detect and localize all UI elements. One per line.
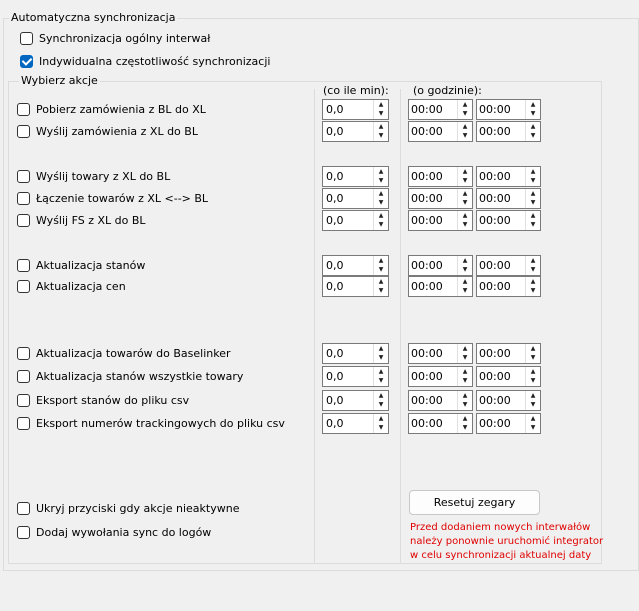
stepper-buttons (373, 167, 388, 186)
stepper-buttons (457, 391, 472, 410)
stepper-buttons (525, 414, 540, 433)
time-from-value[interactable]: 00:00 (411, 214, 443, 227)
stepper-buttons (457, 211, 472, 230)
time-from-value[interactable]: 00:00 (411, 170, 443, 183)
stepper-buttons (373, 122, 388, 141)
chevron-down-icon[interactable]: ▼ (462, 377, 468, 385)
action-checkbox[interactable] (17, 125, 30, 138)
individual-frequency-option[interactable] (20, 55, 270, 68)
time-from-value[interactable]: 00:00 (411, 192, 443, 205)
time-to-value[interactable]: 00:00 (479, 347, 511, 360)
chevron-up-icon[interactable]: ▲ (462, 122, 468, 130)
chevron-down-icon[interactable]: ▼ (462, 354, 468, 362)
chevron-up-icon[interactable]: ▲ (530, 122, 536, 130)
interval-value[interactable]: 0,0 (326, 347, 344, 360)
chevron-up-icon[interactable]: ▲ (530, 414, 536, 422)
chevron-down-icon[interactable]: ▼ (530, 401, 536, 409)
time-to-value[interactable]: 00:00 (479, 259, 511, 272)
log-calls-checkbox[interactable] (17, 526, 30, 539)
chevron-up-icon[interactable]: ▲ (378, 277, 384, 285)
stepper-buttons (373, 189, 388, 208)
chevron-down-icon[interactable]: ▼ (530, 132, 536, 140)
time-from-value[interactable]: 00:00 (411, 259, 443, 272)
time-to-field[interactable] (476, 413, 541, 434)
interval-value[interactable]: 0,0 (326, 170, 344, 183)
chevron-down-icon[interactable]: ▼ (530, 354, 536, 362)
chevron-down-icon[interactable]: ▼ (378, 132, 384, 140)
time-from-value[interactable]: 00:00 (411, 280, 443, 293)
time-from-field[interactable] (408, 390, 473, 411)
action-label: Aktualizacja towarów do Baselinker (36, 347, 231, 360)
action-label: Wyślij towary z XL do BL (36, 170, 171, 183)
chevron-down-icon[interactable]: ▼ (378, 110, 384, 118)
time-to-value[interactable]: 00:00 (479, 417, 511, 430)
action-label: Aktualizacja cen (36, 280, 126, 293)
stepper-buttons (457, 344, 472, 363)
action-label: Wyślij zamówienia z XL do BL (36, 125, 198, 138)
chevron-down-icon[interactable]: ▼ (462, 401, 468, 409)
interval-value[interactable]: 0,0 (326, 192, 344, 205)
action-label: Eksport stanów do pliku csv (36, 394, 190, 407)
time-from-field[interactable] (408, 413, 473, 434)
chevron-down-icon[interactable]: ▼ (530, 424, 536, 432)
action-checkbox[interactable] (17, 103, 30, 116)
action-checkbox[interactable] (17, 170, 30, 183)
stepper-buttons (373, 414, 388, 433)
interval-value[interactable]: 0,0 (326, 370, 344, 383)
time-to-value[interactable]: 00:00 (479, 192, 511, 205)
chevron-up-icon[interactable]: ▲ (378, 367, 384, 375)
chevron-down-icon[interactable]: ▼ (462, 177, 468, 185)
interval-column-header: (co ile min): (323, 84, 389, 97)
chevron-down-icon[interactable]: ▼ (530, 221, 536, 229)
time-from-field[interactable] (408, 166, 473, 187)
chevron-up-icon[interactable]: ▲ (378, 344, 384, 352)
interval-stepper[interactable] (322, 390, 389, 411)
interval-value[interactable]: 0,0 (326, 394, 344, 407)
hide-buttons-label: Ukryj przyciski gdy akcje nieaktywne (36, 502, 240, 515)
chevron-up-icon[interactable]: ▲ (378, 414, 384, 422)
chevron-up-icon[interactable]: ▲ (462, 100, 468, 108)
time-to-field[interactable] (476, 188, 541, 209)
action-checkbox[interactable] (17, 417, 30, 430)
chevron-down-icon[interactable]: ▼ (462, 132, 468, 140)
time-from-value[interactable]: 00:00 (411, 125, 443, 138)
log-calls-option[interactable] (17, 526, 211, 539)
action-option[interactable] (17, 259, 145, 272)
time-from-field[interactable] (408, 99, 473, 120)
stepper-buttons (457, 367, 472, 386)
action-option[interactable] (17, 192, 208, 205)
chevron-down-icon[interactable]: ▼ (378, 424, 384, 432)
notice-line: Przed dodaniem nowych interwałów (410, 522, 591, 533)
action-option[interactable] (17, 125, 198, 138)
chevron-down-icon[interactable]: ▼ (378, 287, 384, 295)
action-label: Aktualizacja stanów (36, 259, 146, 272)
chevron-down-icon[interactable]: ▼ (530, 377, 536, 385)
general-interval-label: Synchronizacja ogólny interwał (39, 32, 211, 45)
time-to-field[interactable] (476, 390, 541, 411)
time-to-field[interactable] (476, 99, 541, 120)
column-divider (314, 89, 315, 564)
action-checkbox[interactable] (17, 280, 30, 293)
stepper-buttons (457, 100, 472, 119)
time-from-field[interactable] (408, 366, 473, 387)
chevron-down-icon[interactable]: ▼ (378, 199, 384, 207)
time-from-field[interactable] (408, 210, 473, 231)
time-to-value[interactable]: 00:00 (479, 103, 511, 116)
action-label: Łączenie towarów z XL <--> BL (36, 192, 209, 205)
stepper-buttons (457, 256, 472, 275)
stepper-buttons (373, 391, 388, 410)
chevron-up-icon[interactable]: ▲ (462, 391, 468, 399)
time-to-value[interactable]: 00:00 (479, 370, 511, 383)
time-from-field[interactable] (408, 255, 473, 276)
interval-value[interactable]: 0,0 (326, 259, 344, 272)
action-checkbox[interactable] (17, 259, 30, 272)
stepper-buttons (525, 277, 540, 296)
auto-sync-title: Automatyczna synchronizacja (11, 11, 176, 24)
chevron-down-icon[interactable]: ▼ (378, 266, 384, 274)
action-label: Aktualizacja stanów wszystkie towary (36, 370, 244, 383)
chevron-down-icon[interactable]: ▼ (378, 377, 384, 385)
chevron-down-icon[interactable]: ▼ (462, 221, 468, 229)
chevron-up-icon[interactable]: ▲ (530, 256, 536, 264)
action-option[interactable] (17, 214, 146, 227)
action-option[interactable] (17, 280, 126, 293)
time-to-field[interactable] (476, 343, 541, 364)
time-to-field[interactable] (476, 366, 541, 387)
chevron-down-icon[interactable]: ▼ (530, 177, 536, 185)
time-to-value[interactable]: 00:00 (479, 170, 511, 183)
chevron-up-icon[interactable]: ▲ (462, 414, 468, 422)
time-to-field[interactable] (476, 276, 541, 297)
stepper-buttons (525, 100, 540, 119)
chevron-down-icon[interactable]: ▼ (530, 110, 536, 118)
chevron-down-icon[interactable]: ▼ (530, 199, 536, 207)
action-label: Pobierz zamówienia z BL do XL (36, 103, 206, 116)
action-checkbox[interactable] (17, 370, 30, 383)
time-to-field[interactable] (476, 210, 541, 231)
chevron-up-icon[interactable]: ▲ (462, 167, 468, 175)
interval-stepper[interactable] (322, 121, 389, 142)
chevron-down-icon[interactable]: ▼ (462, 110, 468, 118)
chevron-down-icon[interactable]: ▼ (462, 199, 468, 207)
stepper-buttons (525, 367, 540, 386)
log-calls-label: Dodaj wywołania sync do logów (36, 526, 212, 539)
action-checkbox[interactable] (17, 347, 30, 360)
action-label: Eksport numerów trackingowych do pliku csv (36, 417, 285, 430)
time-from-field[interactable] (408, 343, 473, 364)
stepper-buttons (457, 414, 472, 433)
stepper-buttons (525, 344, 540, 363)
interval-stepper[interactable] (322, 188, 389, 209)
time-from-field[interactable] (408, 276, 473, 297)
chevron-down-icon[interactable]: ▼ (378, 221, 384, 229)
general-interval-option[interactable] (20, 32, 210, 45)
stepper-buttons (373, 367, 388, 386)
stepper-buttons (457, 189, 472, 208)
time-from-value[interactable]: 00:00 (411, 394, 443, 407)
hours-column-header: (o godzinie): (413, 84, 482, 97)
action-label: Wyślij FS z XL do BL (36, 214, 146, 227)
action-option[interactable] (17, 394, 189, 407)
chevron-up-icon[interactable]: ▲ (530, 167, 536, 175)
interval-value[interactable]: 0,0 (326, 417, 344, 430)
chevron-up-icon[interactable]: ▲ (462, 256, 468, 264)
chevron-up-icon[interactable]: ▲ (530, 277, 536, 285)
stepper-buttons (525, 122, 540, 141)
chevron-down-icon[interactable]: ▼ (530, 266, 536, 274)
action-option[interactable] (17, 347, 231, 360)
chevron-up-icon[interactable]: ▲ (378, 391, 384, 399)
column-divider (400, 89, 401, 564)
general-interval-checkbox[interactable] (20, 32, 33, 45)
chevron-up-icon[interactable]: ▲ (378, 167, 384, 175)
chevron-down-icon[interactable]: ▼ (462, 266, 468, 274)
chevron-up-icon[interactable]: ▲ (378, 100, 384, 108)
interval-value[interactable]: 0,0 (326, 125, 344, 138)
stepper-buttons (373, 344, 388, 363)
stepper-buttons (525, 256, 540, 275)
interval-stepper[interactable] (322, 276, 389, 297)
interval-stepper[interactable] (322, 99, 389, 120)
action-checkbox[interactable] (17, 214, 30, 227)
stepper-buttons (373, 256, 388, 275)
individual-frequency-checkbox[interactable] (20, 55, 33, 68)
stepper-buttons (373, 100, 388, 119)
chevron-up-icon[interactable]: ▲ (530, 391, 536, 399)
time-from-value[interactable]: 00:00 (411, 103, 443, 116)
chevron-up-icon[interactable]: ▲ (462, 211, 468, 219)
hide-buttons-checkbox[interactable] (17, 502, 30, 515)
chevron-up-icon[interactable]: ▲ (378, 256, 384, 264)
time-to-value[interactable]: 00:00 (479, 125, 511, 138)
time-from-value[interactable]: 00:00 (411, 370, 443, 383)
chevron-up-icon[interactable]: ▲ (378, 122, 384, 130)
chevron-down-icon[interactable]: ▼ (462, 287, 468, 295)
interval-stepper[interactable] (322, 343, 389, 364)
interval-stepper[interactable] (322, 255, 389, 276)
chevron-down-icon[interactable]: ▼ (378, 177, 384, 185)
action-option[interactable] (17, 370, 243, 383)
interval-stepper[interactable] (322, 210, 389, 231)
time-to-field[interactable] (476, 255, 541, 276)
chevron-up-icon[interactable]: ▲ (530, 367, 536, 375)
chevron-down-icon[interactable]: ▼ (530, 287, 536, 295)
action-option[interactable] (17, 103, 206, 116)
chevron-down-icon[interactable]: ▼ (462, 424, 468, 432)
stepper-buttons (525, 211, 540, 230)
chevron-up-icon[interactable]: ▲ (462, 367, 468, 375)
action-checkbox[interactable] (17, 192, 30, 205)
stepper-buttons (373, 211, 388, 230)
time-from-value[interactable]: 00:00 (411, 417, 443, 430)
chevron-up-icon[interactable]: ▲ (462, 277, 468, 285)
interval-value[interactable]: 0,0 (326, 280, 344, 293)
time-to-value[interactable]: 00:00 (479, 280, 511, 293)
notice-line: w celu synchronizacji aktualnej daty (410, 550, 592, 561)
time-from-value[interactable]: 00:00 (411, 347, 443, 360)
interval-value[interactable]: 0,0 (326, 103, 344, 116)
hide-buttons-option[interactable] (17, 502, 239, 515)
chevron-up-icon[interactable]: ▲ (530, 211, 536, 219)
stepper-buttons (457, 277, 472, 296)
chevron-up-icon[interactable]: ▲ (530, 344, 536, 352)
stepper-buttons (457, 167, 472, 186)
chevron-up-icon[interactable]: ▲ (462, 344, 468, 352)
action-option[interactable] (17, 170, 170, 183)
individual-frequency-label: Indywidualna częstotliwość synchronizacji (39, 55, 271, 68)
time-to-field[interactable] (476, 166, 541, 187)
stepper-buttons (525, 167, 540, 186)
chevron-down-icon[interactable]: ▼ (378, 354, 384, 362)
stepper-buttons (457, 122, 472, 141)
chevron-down-icon[interactable]: ▼ (378, 401, 384, 409)
actions-title: Wybierz akcje (21, 74, 98, 87)
stepper-buttons (525, 391, 540, 410)
chevron-up-icon[interactable]: ▲ (530, 100, 536, 108)
interval-stepper[interactable] (322, 166, 389, 187)
time-from-field[interactable] (408, 121, 473, 142)
notice-line: należy ponownie uruchomić integrator (410, 536, 604, 547)
time-to-value[interactable]: 00:00 (479, 214, 511, 227)
interval-stepper[interactable] (322, 413, 389, 434)
time-to-field[interactable] (476, 121, 541, 142)
stepper-buttons (373, 277, 388, 296)
chevron-up-icon[interactable]: ▲ (378, 211, 384, 219)
action-option[interactable] (17, 417, 285, 430)
chevron-up-icon[interactable]: ▲ (378, 189, 384, 197)
interval-value[interactable]: 0,0 (326, 214, 344, 227)
stepper-buttons (525, 189, 540, 208)
time-to-value[interactable]: 00:00 (479, 394, 511, 407)
chevron-up-icon[interactable]: ▲ (462, 189, 468, 197)
chevron-up-icon[interactable]: ▲ (530, 189, 536, 197)
interval-stepper[interactable] (322, 366, 389, 387)
time-from-field[interactable] (408, 188, 473, 209)
action-checkbox[interactable] (17, 394, 30, 407)
restart-notice (410, 521, 603, 563)
reset-timers-button[interactable]: Resetuj zegary (409, 490, 540, 515)
